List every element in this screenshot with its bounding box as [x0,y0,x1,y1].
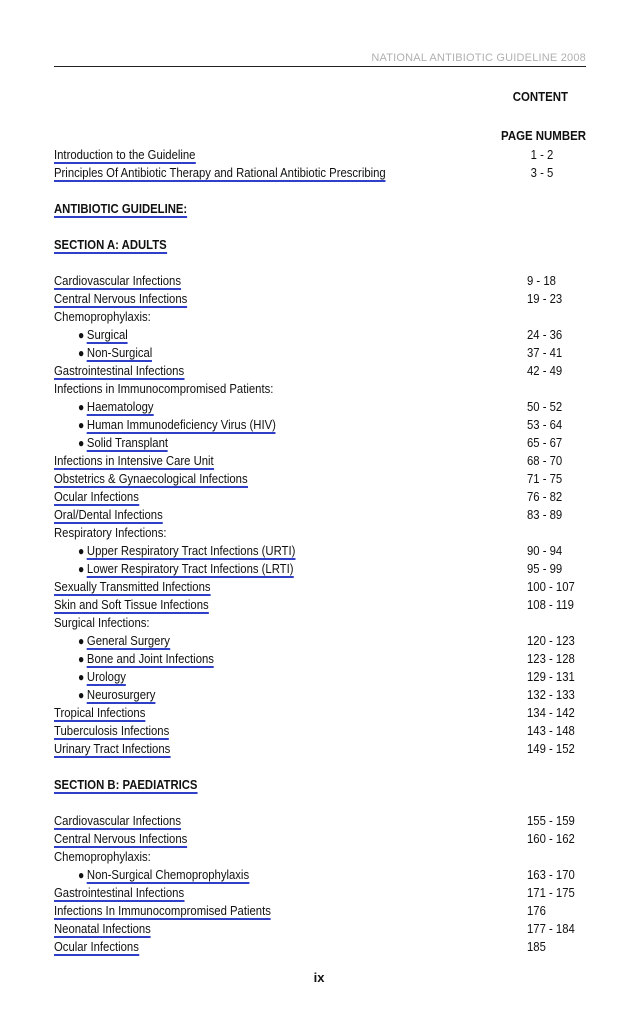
section-b-heading: SECTION B: PAEDIATRICS [54,777,198,792]
toc-pages: 95 - 99 [527,561,563,576]
toc-row[interactable] [54,686,594,704]
toc-row[interactable] [54,506,594,524]
toc-pages: 90 - 94 [527,543,563,558]
toc-pages: 129 - 131 [527,669,575,684]
toc-link[interactable]: Central Nervous Infections [54,291,188,306]
toc-row[interactable] [54,884,594,902]
toc-pages: 42 - 49 [527,363,563,378]
toc-pages: 160 - 162 [527,831,575,846]
toc-pages: 149 - 152 [527,741,575,756]
toc-row-principles[interactable] [54,164,594,182]
bullet-icon: ● [78,562,85,576]
toc-pages: 19 - 23 [527,291,563,306]
toc-pages: 24 - 36 [527,327,563,342]
section-a-heading: SECTION A: ADULTS [54,237,167,252]
toc-link[interactable]: Neonatal Infections [54,921,151,936]
toc-pages: 65 - 67 [527,435,563,450]
toc-row[interactable] [54,488,594,506]
running-head: NATIONAL ANTIBIOTIC GUIDELINE 2008 [371,52,586,64]
toc-row[interactable] [54,920,594,938]
bullet-icon: ● [78,400,85,414]
toc-pages: 177 - 184 [527,921,575,936]
toc-row[interactable] [54,596,594,614]
toc-link[interactable]: Bone and Joint Infections [86,651,214,666]
toc-pages: 100 - 107 [527,579,575,594]
content-title: CONTENT [512,89,568,104]
toc-group-label [54,524,594,542]
header-rule [54,66,586,67]
bullet-icon: ● [78,418,85,432]
toc-row[interactable] [54,470,594,488]
toc-link[interactable]: Infections In Immunocompromised Patients [54,903,271,918]
toc-pages: 71 - 75 [527,471,563,486]
page-number-heading: PAGE NUMBER [501,128,586,143]
toc-group-label [54,614,594,632]
toc-link[interactable]: General Surgery [86,633,170,648]
toc-row[interactable] [54,434,594,452]
bullet-icon: ● [78,670,85,684]
toc-link[interactable]: Ocular Infections [54,489,139,504]
toc-link[interactable]: Upper Respiratory Tract Infections (URTI) [86,543,296,558]
toc-pages: 50 - 52 [527,399,563,414]
group-label: Respiratory Infections: [54,525,167,540]
toc-link[interactable]: Cardiovascular Infections [54,273,181,288]
section-heading-guideline [54,200,594,218]
bullet-icon: ● [78,544,85,558]
bullet-icon: ● [78,688,85,702]
toc-row[interactable] [54,704,594,722]
toc-pages: 155 - 159 [527,813,575,828]
toc-row[interactable] [54,578,594,596]
toc-pages: 123 - 128 [527,651,575,666]
toc-row[interactable] [54,812,594,830]
guideline-heading: ANTIBIOTIC GUIDELINE: [54,201,188,216]
toc-link[interactable]: Gastrointestinal Infections [54,885,185,900]
toc-row-introduction[interactable] [54,146,594,164]
toc-row[interactable] [54,452,594,470]
group-label: Surgical Infections: [54,615,150,630]
toc-row[interactable] [54,416,594,434]
toc-row[interactable] [54,902,594,920]
toc-link[interactable]: Oral/Dental Infections [54,507,163,522]
toc-row[interactable] [54,326,594,344]
bullet-icon: ● [78,652,85,666]
toc-link[interactable]: Cardiovascular Infections [54,813,181,828]
toc-row[interactable] [54,272,594,290]
bullet-icon: ● [78,436,85,450]
toc-row[interactable] [54,560,594,578]
toc-link[interactable]: Neurosurgery [86,687,156,702]
toc-pages: 171 - 175 [527,885,575,900]
toc-link[interactable]: Haematology [86,399,154,414]
section-heading-paediatrics [54,776,594,794]
toc-link[interactable]: Infections in Intensive Care Unit [54,453,214,468]
toc-link[interactable]: Skin and Soft Tissue Infections [54,597,209,612]
toc-group-label [54,848,594,866]
toc-row[interactable] [54,650,594,668]
toc-row[interactable] [54,938,594,956]
toc-row[interactable] [54,740,594,758]
toc-pages: 9 - 18 [527,273,556,288]
section-heading-adults [54,236,594,254]
group-label: Infections in Immunocompromised Patients: [54,381,274,396]
bullet-icon: ● [78,868,85,882]
toc-pages: 163 - 170 [527,867,575,882]
group-label: Chemoprophylaxis: [54,309,151,324]
toc-pages: 134 - 142 [527,705,575,720]
toc-link[interactable]: Surgical [86,327,128,342]
toc-link[interactable]: Human Immunodeficiency Virus (HIV) [86,417,276,432]
toc-link[interactable]: Non-Surgical [86,345,153,360]
group-label: Chemoprophylaxis: [54,849,151,864]
toc-pages: 185 [527,939,546,954]
table-of-contents [54,146,594,956]
toc-pages: 143 - 148 [527,723,575,738]
toc-link[interactable]: Central Nervous Infections [54,831,188,846]
bullet-icon: ● [78,346,85,360]
toc-row[interactable] [54,668,594,686]
toc-row[interactable] [54,866,594,884]
toc-pages: 83 - 89 [527,507,563,522]
toc-pages: 176 [527,903,546,918]
toc-link[interactable]: Tropical Infections [54,705,146,720]
toc-row[interactable] [54,830,594,848]
toc-row[interactable] [54,722,594,740]
toc-pages: 53 - 64 [527,417,563,432]
toc-link[interactable]: Tuberculosis Infections [54,723,170,738]
toc-link[interactable]: Non-Surgical Chemoprophylaxis [86,867,250,882]
toc-row[interactable] [54,290,594,308]
toc-link[interactable]: Sexually Transmitted Infections [54,579,211,594]
toc-link[interactable]: Gastrointestinal Infections [54,363,185,378]
toc-row[interactable] [54,632,594,650]
bullet-icon: ● [78,328,85,342]
toc-pages: 132 - 133 [527,687,575,702]
toc-pages: 76 - 82 [527,489,563,504]
toc-pages: 68 - 70 [527,453,563,468]
toc-row[interactable] [54,362,594,380]
toc-link[interactable]: Solid Transplant [86,435,169,450]
toc-pages: 3 - 5 [530,165,554,180]
toc-link[interactable]: Lower Respiratory Tract Infections (LRTI) [86,561,294,576]
page-folio: ix [313,970,325,985]
toc-link[interactable]: Ocular Infections [54,939,139,954]
toc-row[interactable] [54,344,594,362]
toc-group-label [54,380,594,398]
toc-link[interactable]: Urology [86,669,126,684]
toc-row[interactable] [54,542,594,560]
toc-link[interactable]: Urinary Tract Infections [54,741,171,756]
toc-row[interactable] [54,398,594,416]
toc-link-introduction[interactable]: Introduction to the Guideline [54,147,196,162]
bullet-icon: ● [78,634,85,648]
toc-pages: 1 - 2 [530,147,554,162]
toc-link[interactable]: Obstetrics & Gynaecological Infections [54,471,248,486]
toc-pages: 37 - 41 [527,345,563,360]
toc-pages: 108 - 119 [527,597,574,612]
toc-group-label [54,308,594,326]
toc-link-principles[interactable]: Principles Of Antibiotic Therapy and Rational Antibiotic Prescribing [54,165,386,180]
toc-pages: 120 - 123 [527,633,575,648]
